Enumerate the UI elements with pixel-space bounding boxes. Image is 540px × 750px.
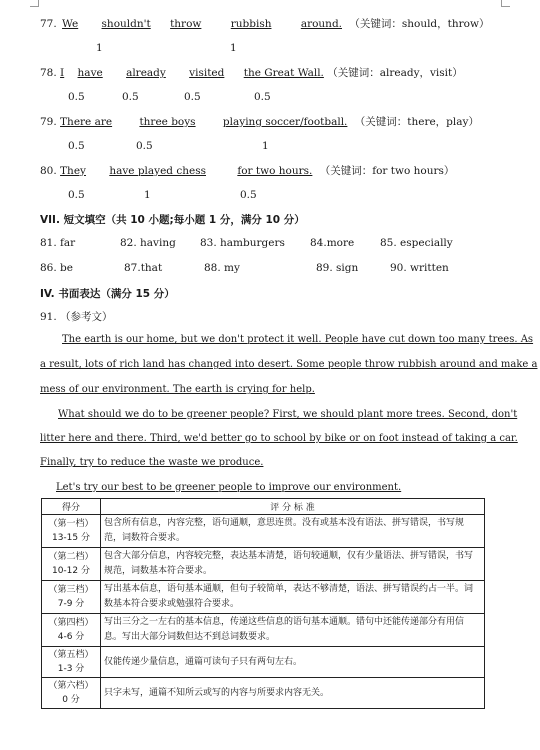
answer-81: 81. far [40, 237, 76, 249]
essay-line-6: Finally, try to reduce the waste we produce. [40, 457, 264, 468]
answer-86: 86. be [40, 262, 73, 274]
q78-word-2: have [77, 67, 103, 79]
section-iv-heading: IV. 书面表达（满分 15 分） [40, 288, 175, 300]
rubric-description: 包含大部分信息，内容较完整，表达基本清楚，语句较通顺，仅有少量语法、拼写错误，书写规范，词数基本符合要求。 [101, 548, 485, 581]
rubric-description: 只字未写，通篇不知所云或写的内容与所要求内容无关。 [101, 678, 485, 709]
rubric-level: （第六档） 0 分 [42, 678, 101, 709]
rubric-header-row [42, 499, 485, 515]
q80-word-1: They [60, 165, 86, 177]
rubric-description: 写出基本信息，语句基本通顺，但句子较简单，表达不够清楚，语法、拼写错误约占一半。词数基本符合要求或勉强符合要求。 [101, 581, 485, 614]
q77-score-2: 1 [230, 42, 237, 54]
answer-82: 82. having [120, 237, 176, 249]
rubric-level: （第五档） 1-3 分 [42, 647, 101, 678]
q79-score-3: 1 [262, 140, 269, 152]
answer-83: 83. hamburgers [200, 237, 285, 249]
q80-keywords: （关键词：for two hours） [319, 165, 455, 177]
q78-score-1: 0.5 [68, 91, 85, 103]
rubric-row [42, 614, 485, 647]
q80-score-3: 0.5 [240, 189, 257, 201]
q78-keywords: （关键词：already，visit） [327, 67, 463, 79]
q78-score-2: 0.5 [122, 91, 139, 103]
rubric-description: 写出三分之一左右的基本信息，传递这些信息的语句基本通顺。错句中还能传递部分有用信息。写出大部分词数但达不到总词数要求。 [101, 614, 485, 647]
q79-word-2: three boys [139, 116, 196, 128]
rubric-level: （第四档） 4-6 分 [42, 614, 101, 647]
rubric-table [41, 498, 485, 709]
q78-line [40, 65, 463, 80]
q80-score-1: 0.5 [68, 189, 85, 201]
q80-word-2: have played chess [109, 165, 206, 177]
essay-line-2: a result, lots of rich land has changed into desert. Some people throw rubbish around and make a [40, 359, 538, 370]
q78-word-4: visited [189, 67, 225, 79]
answer-85: 85. especially [380, 237, 453, 249]
q77-word-1: We [62, 18, 79, 30]
q79-number: 79. [40, 116, 57, 128]
q79-keywords: （关键词：there，play） [354, 116, 479, 128]
q80-score-2: 1 [144, 189, 151, 201]
q80-line [40, 163, 454, 178]
rubric-level: （第三档） 7-9 分 [42, 581, 101, 614]
q77-score-1: 1 [96, 42, 103, 54]
rubric-description: 包含所有信息，内容完整，语句通顺，意思连贯。没有或基本没有语法、拼写错误，书写规范，词数符合要求。 [101, 515, 485, 548]
essay-line-7: Let's try our best to be greener people to improve our environment. [56, 482, 402, 493]
rubric-row [42, 647, 485, 678]
page-corner-mark-right [501, 0, 510, 7]
rubric-row [42, 678, 485, 709]
answer-88: 88. my [204, 262, 240, 274]
rubric-row [42, 581, 485, 614]
q78-number: 78. [40, 67, 57, 79]
essay-line-4: What should we do to be greener people? First, we should plant more trees. Second, don't [58, 409, 518, 420]
q80-number: 80. [40, 165, 57, 177]
rubric-row [42, 515, 485, 548]
section-vii-heading: VII. 短文填空（共 10 小题;每小题 1 分，满分 10 分） [40, 214, 305, 226]
essay-line-1: The earth is our home, but we don't protect it well. People have cut down too many trees. As [62, 334, 534, 345]
q79-score-2: 0.5 [136, 140, 153, 152]
rubric-level: （第一档） 13-15 分 [42, 515, 101, 548]
q77-number: 77. [40, 18, 57, 30]
q78-score-4: 0.5 [254, 91, 271, 103]
answer-90: 90. written [390, 262, 449, 274]
q77-line [40, 16, 489, 31]
q91-label: 91. （参考文） [40, 311, 113, 323]
q77-word-4: rubbish [230, 18, 272, 30]
answer-89: 89. sign [316, 262, 359, 274]
rubric-header-score: 得分 [42, 499, 101, 515]
q78-word-1: I [60, 67, 65, 79]
q78-word-3: already [126, 67, 166, 79]
rubric-row [42, 548, 485, 581]
rubric-header-criteria: 评 分 标 准 [101, 499, 485, 515]
q77-word-3: throw [170, 18, 202, 30]
q78-score-3: 0.5 [184, 91, 201, 103]
q77-keywords: （关键词：should，throw） [349, 18, 490, 30]
answer-84: 84.more [310, 237, 355, 249]
rubric-level: （第二档） 10-12 分 [42, 548, 101, 581]
page-corner-mark-left [30, 0, 39, 7]
q77-word-2: shouldn't [101, 18, 151, 30]
rubric-description: 仅能传递少量信息，通篇可读句子只有两句左右。 [101, 647, 485, 678]
essay-line-3: mess of our environment. The earth is crying for help. [40, 384, 315, 395]
q78-word-5: the Great Wall. [243, 67, 324, 79]
q79-score-1: 0.5 [68, 140, 85, 152]
q79-word-3: playing soccer/football. [222, 116, 348, 128]
essay-line-5: litter here and there. Third, we'd better go to school by bike or on foot instead of taking a car. [40, 433, 518, 444]
q79-line [40, 114, 479, 129]
answer-87: 87.that [124, 262, 163, 274]
q79-word-1: There are [60, 116, 113, 128]
q80-word-3: for two hours. [237, 165, 313, 177]
q77-word-5: around. [300, 18, 342, 30]
